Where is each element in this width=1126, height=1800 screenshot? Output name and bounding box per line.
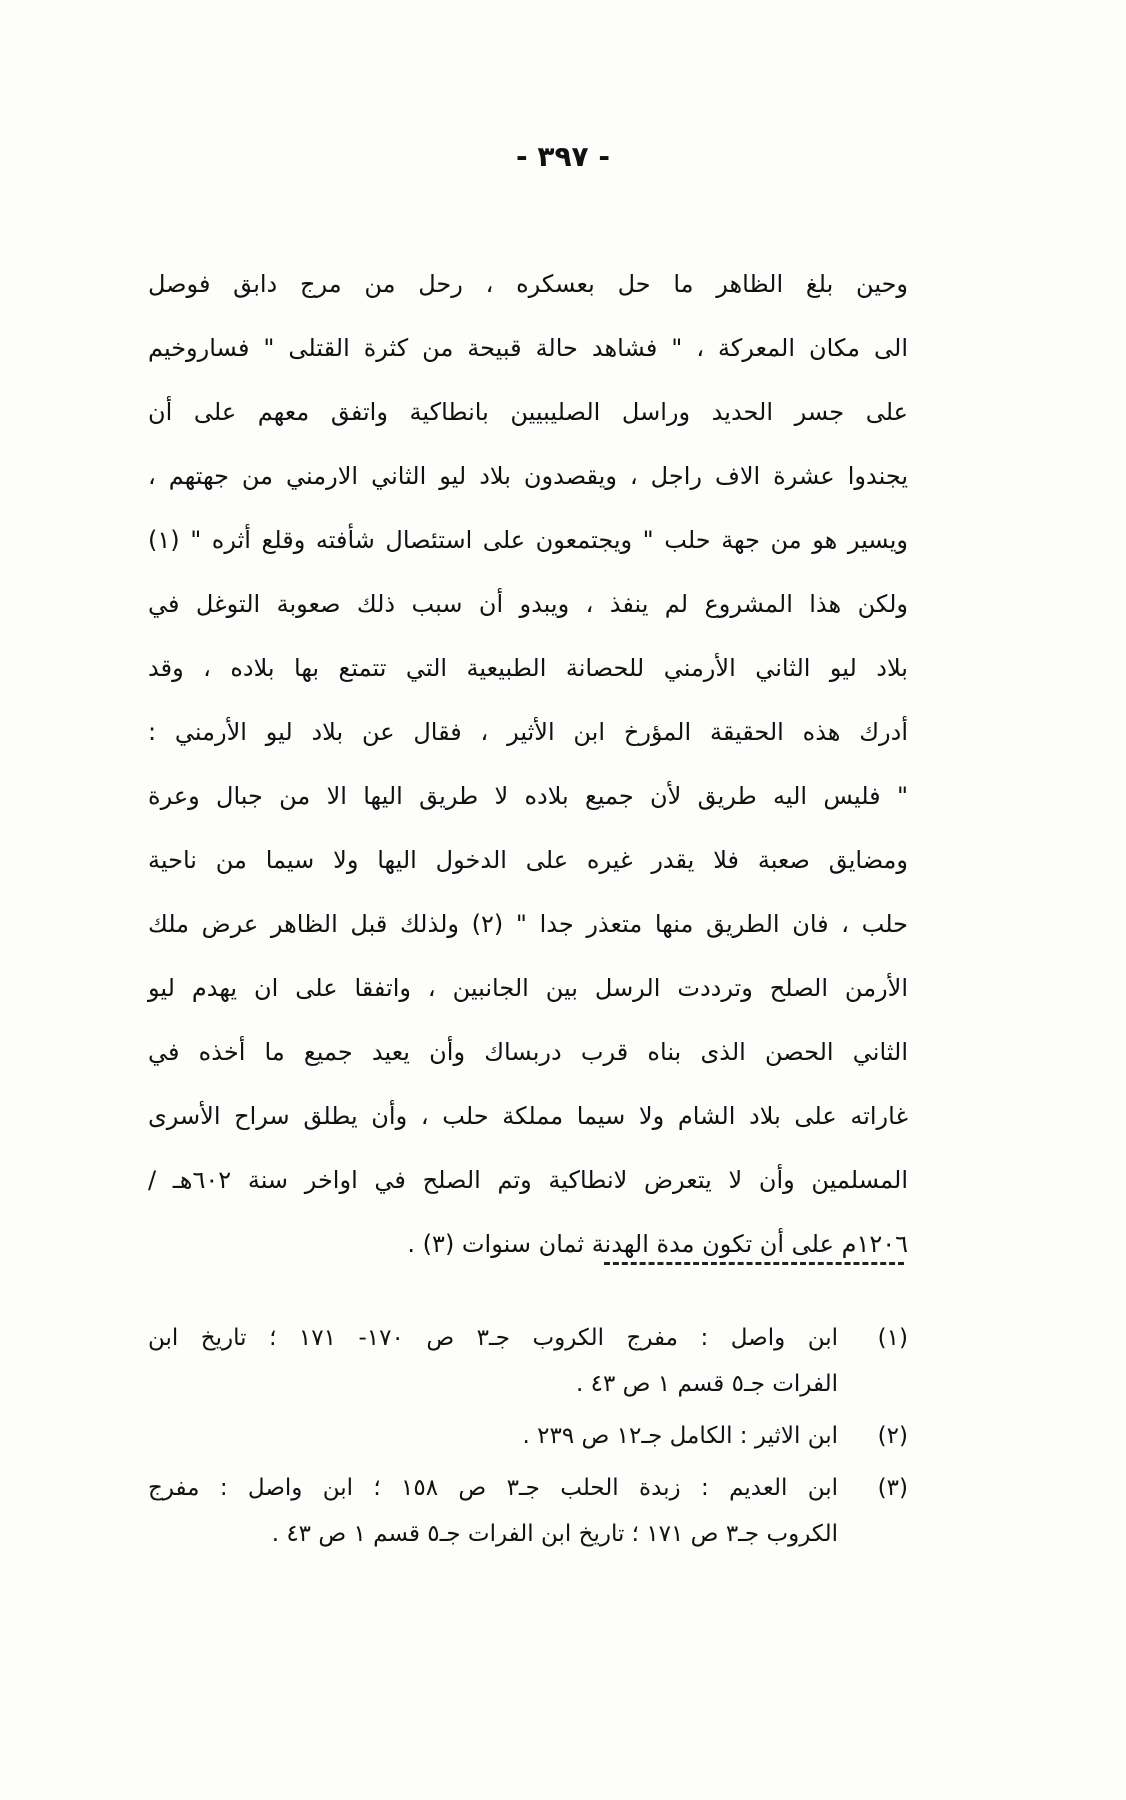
body-line: غاراته على بلاد الشام ولا سيما مملكة حلب ، وأن يطلق سراح الأسرى <box>148 1102 908 1130</box>
body-line: ومضايق صعبة فلا يقدر غيره على الدخول اليها ولا سيما من ناحية <box>148 846 908 874</box>
page-number: - ٣٩٧ - <box>515 140 611 173</box>
body-line: المسلمين وأن لا يتعرض لانطاكية وتم الصلح في اواخر سنة ٦٠٢هـ / <box>148 1166 908 1194</box>
body-line: يجندوا عشرة الاف راجل ، ويقصدون بلاد ليو الثاني الارمني من جهتهم ، <box>148 462 908 490</box>
footnote-number: (٣) <box>877 1475 908 1501</box>
footnote-number: (١) <box>877 1325 908 1351</box>
footnote-line: الكروب جـ٣ ص ١٧١ ؛ تاريخ ابن الفرات جـ٥ قسم ١ ص ٤٣ . <box>271 1521 838 1547</box>
body-line: ويسير هو من جهة حلب " ويجتمعون على استئصال شأفته وقلع أثره " (١) <box>148 526 908 554</box>
body-line: ولكن هذا المشروع لم ينفذ ، ويبدو أن سبب ذلك صعوبة التوغل في <box>148 590 908 618</box>
footnote-text <box>148 1413 838 1459</box>
body-line: على جسر الحديد وراسل الصليبيين بانطاكية واتفق معهم على أن <box>148 398 908 426</box>
footnote-line: ابن الاثير : الكامل جـ١٢ ص ٢٣٩ . <box>522 1423 838 1449</box>
footnote-line: ابن العديم : زبدة الحلب جـ٣ ص ١٥٨ ؛ ابن واصل : مفرج <box>148 1475 838 1501</box>
footnote-number: (٢) <box>877 1423 908 1449</box>
footnote-text <box>148 1465 838 1557</box>
body-line: حلب ، فان الطريق منها متعذر جدا " (٢) ولذلك قبل الظاهر عرض ملك <box>148 910 908 938</box>
footnote-text <box>148 1315 838 1407</box>
body-text <box>148 252 908 1276</box>
body-line: " فليس اليه طريق لأن جميع بلاده لا طريق اليها الا من جبال وعرة <box>148 782 908 810</box>
body-line: الأرمن الصلح وترددت الرسل بين الجانبين ، واتفقا على ان يهدم ليو <box>148 974 908 1002</box>
body-line: الثاني الحصن الذى بناه قرب دربساك وأن يعيد جميع ما أخذه في <box>148 1038 908 1066</box>
footnote-1 <box>148 1315 908 1407</box>
footnotes <box>148 1315 908 1563</box>
body-line: الى مكان المعركة ، " فشاهد حالة قبيحة من كثرة القتلى " فساروخيم <box>148 334 908 362</box>
footnote-2 <box>148 1413 908 1459</box>
footnote-separator <box>604 1262 904 1265</box>
body-line: وحين بلغ الظاهر ما حل بعسكره ، رحل من مرج دابق فوصل <box>148 270 908 298</box>
body-line: ١٢٠٦م على أن تكون مدة الهدنة ثمان سنوات (٣) . <box>407 1230 908 1258</box>
footnote-line: ابن واصل : مفرج الكروب جـ٣ ص ١٧٠- ١٧١ ؛ تاريخ ابن <box>148 1325 838 1351</box>
footnote-3 <box>148 1465 908 1557</box>
body-line: أدرك هذه الحقيقة المؤرخ ابن الأثير ، فقال عن بلاد ليو الأرمني : <box>148 718 908 746</box>
footnote-line: الفرات جـ٥ قسم ١ ص ٤٣ . <box>576 1371 838 1397</box>
body-line: بلاد ليو الثاني الأرمني للحصانة الطبيعية التي تتمتع بها بلاده ، وقد <box>148 654 908 682</box>
